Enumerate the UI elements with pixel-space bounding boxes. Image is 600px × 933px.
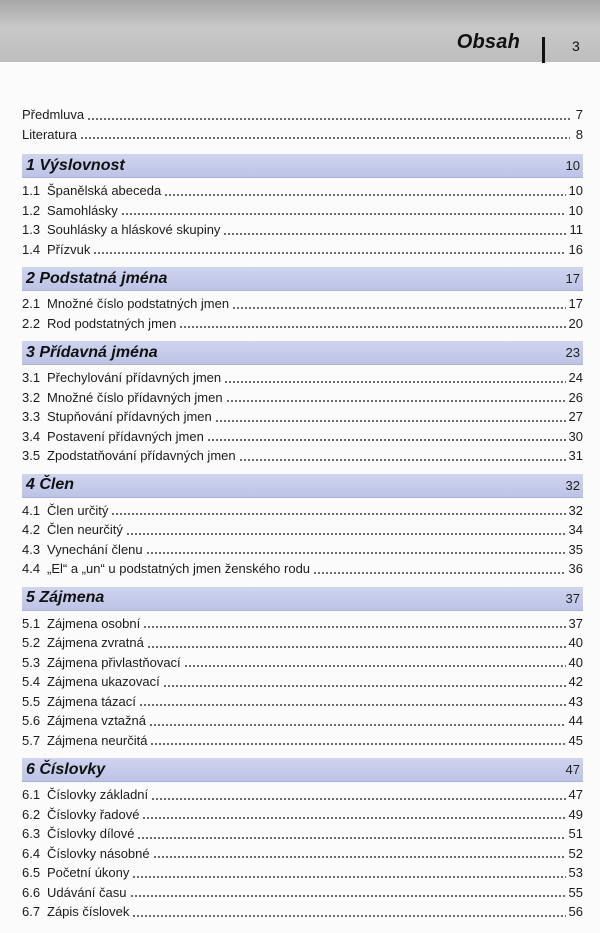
- entry-page: 53: [568, 865, 583, 880]
- toc-entry[interactable]: [22, 824, 583, 844]
- section-number: 5.6: [22, 713, 41, 728]
- chapter-heading[interactable]: [22, 341, 583, 365]
- toc-entry[interactable]: [22, 672, 583, 692]
- entry-page: 55: [568, 884, 583, 900]
- entry-label: Přechylování přídavných jmen: [47, 370, 222, 385]
- toc-entry[interactable]: [22, 633, 583, 653]
- dot-leader: [223, 232, 566, 236]
- section-number: 6.6: [22, 884, 41, 900]
- dot-leader: [132, 914, 565, 918]
- entry-page: 40: [568, 654, 583, 670]
- dot-leader: [143, 625, 565, 629]
- entry-page: 45: [568, 732, 583, 748]
- entry-label: Literatura: [22, 126, 77, 142]
- section-number: 4.1: [22, 502, 41, 518]
- chapter-title: 1 Výslovnost: [26, 156, 125, 174]
- toc-entry[interactable]: [22, 711, 583, 731]
- section-number: 6.5: [22, 865, 41, 880]
- entry-page: 7: [575, 107, 583, 122]
- section-number: 3.1: [22, 370, 41, 385]
- entry-label: Číslovky dílové: [47, 826, 135, 841]
- entry-label: Člen určitý: [47, 502, 109, 518]
- toc-entry[interactable]: [22, 731, 583, 751]
- entry-label: Zájmena osobní: [47, 615, 141, 631]
- section-number: 6.3: [22, 826, 41, 841]
- dot-leader: [207, 438, 566, 442]
- entry-label: Přízvuk: [47, 241, 91, 257]
- section-number: 1.3: [22, 222, 41, 237]
- toc-entry[interactable]: [22, 125, 583, 145]
- chapter-page: 23: [565, 345, 580, 360]
- dot-leader: [232, 306, 565, 310]
- dot-leader: [224, 380, 565, 384]
- section-number: 5.7: [22, 732, 41, 748]
- entry-label: Zájmena vztažná: [47, 713, 146, 728]
- entry-label: Zápis číslovek: [47, 904, 130, 919]
- dot-leader: [139, 703, 566, 707]
- toc-entry[interactable]: [22, 785, 583, 805]
- section-number: 3.5: [22, 448, 41, 463]
- dot-leader: [179, 325, 565, 329]
- entry-page: 8: [575, 126, 583, 142]
- section-number: 4.4: [22, 561, 41, 576]
- dot-leader: [150, 742, 565, 746]
- chapter-heading[interactable]: [22, 154, 583, 178]
- toc-entry[interactable]: [22, 653, 583, 673]
- entry-label: Souhlásky a hláskové skupiny: [47, 222, 221, 237]
- toc-entry[interactable]: [22, 294, 583, 314]
- toc-entry[interactable]: [22, 181, 583, 201]
- entry-label: Stupňování přídavných jmen: [47, 409, 212, 424]
- entry-label: Postavení přídavných jmen: [47, 428, 204, 444]
- section-number: 3.2: [22, 389, 41, 405]
- entry-label: Španělská abeceda: [47, 183, 162, 198]
- entry-label: Rod podstatných jmen: [47, 315, 177, 331]
- dot-leader: [142, 816, 565, 820]
- dot-leader: [184, 664, 566, 668]
- chapter-title: 5 Zájmena: [26, 589, 105, 606]
- entry-label: Zájmena zvratná: [47, 635, 144, 650]
- entry-label: Množné číslo podstatných jmen: [47, 296, 230, 311]
- dot-leader: [151, 797, 565, 801]
- dot-leader: [153, 855, 566, 859]
- entry-label: Číslovky řadové: [47, 806, 140, 822]
- toc-entry[interactable]: [22, 863, 583, 883]
- entry-page: 49: [568, 806, 583, 822]
- dot-leader: [164, 193, 565, 197]
- dot-leader: [146, 551, 566, 555]
- entry-label: Samohlásky: [47, 202, 118, 218]
- toc-entry[interactable]: [22, 520, 583, 540]
- entry-page: 10: [568, 183, 583, 198]
- section-number: 6.4: [22, 845, 41, 861]
- toc-entry[interactable]: [22, 805, 583, 825]
- section-number: 6.7: [22, 904, 41, 919]
- chapter-page: 10: [565, 158, 580, 173]
- toc-entry[interactable]: [22, 844, 583, 864]
- entry-page: 36: [568, 561, 583, 576]
- entry-page: 44: [568, 713, 583, 728]
- toc-entry[interactable]: [22, 446, 583, 466]
- entry-page: 16: [568, 241, 583, 257]
- chapter-page: 32: [565, 477, 580, 493]
- dot-leader: [147, 645, 566, 649]
- toc-entry[interactable]: [22, 614, 583, 634]
- entry-label: Početní úkony: [47, 865, 130, 880]
- entry-label: Zájmena ukazovací: [47, 674, 160, 689]
- page-number: 3: [572, 38, 580, 54]
- chapter-page: 37: [565, 590, 580, 606]
- entry-page: 17: [568, 296, 583, 311]
- entry-page: 27: [568, 409, 583, 424]
- dot-leader: [215, 419, 566, 423]
- entry-label: Zpodstatňování přídavných jmen: [47, 448, 236, 463]
- chapter-heading[interactable]: [22, 474, 583, 498]
- toc-entry[interactable]: [22, 559, 583, 579]
- toc-entry[interactable]: [22, 314, 583, 334]
- chapter-heading[interactable]: [22, 267, 583, 291]
- entry-label: Množné číslo přídavných jmen: [47, 389, 223, 405]
- entry-label: „El“ a „un“ u podstatných jmen ženského rodu: [47, 561, 311, 576]
- entry-label: Číslovky násobné: [47, 845, 150, 861]
- chapter-title: 4 Člen: [26, 476, 75, 493]
- entry-page: 30: [568, 428, 583, 444]
- toc-entry[interactable]: [22, 388, 583, 408]
- section-number: 2.1: [22, 296, 41, 311]
- entry-page: 37: [568, 615, 583, 631]
- toc-entry[interactable]: [22, 427, 583, 447]
- toc-entry[interactable]: [22, 902, 583, 922]
- toc-entry[interactable]: [22, 240, 583, 260]
- toc-entry[interactable]: [22, 201, 583, 221]
- header-divider: [542, 37, 545, 63]
- entry-page: 10: [568, 202, 583, 218]
- dot-leader: [239, 458, 566, 462]
- dot-leader: [132, 875, 565, 879]
- entry-page: 24: [568, 370, 583, 385]
- dot-leader: [87, 117, 570, 121]
- page-title: Obsah: [456, 31, 520, 53]
- section-number: 5.3: [22, 654, 41, 670]
- dot-leader: [80, 136, 570, 140]
- section-number: 1.4: [22, 241, 41, 257]
- section-number: 5.4: [22, 674, 41, 689]
- toc-entry[interactable]: [22, 407, 583, 427]
- entry-page: 26: [568, 389, 583, 405]
- entry-label: Číslovky základní: [47, 787, 149, 802]
- toc-entry[interactable]: [22, 540, 583, 560]
- dot-leader: [226, 399, 566, 403]
- section-number: 5.2: [22, 635, 41, 650]
- toc-entry[interactable]: [22, 105, 583, 125]
- section-number: 1.2: [22, 202, 41, 218]
- entry-page: 56: [568, 904, 583, 919]
- dot-leader: [313, 571, 566, 575]
- chapter-title: 3 Přídavná jména: [26, 343, 158, 361]
- chapter-heading[interactable]: [22, 758, 583, 782]
- entry-page: 31: [568, 448, 583, 463]
- chapter-title: 6 Číslovky: [26, 760, 106, 778]
- entry-page: 42: [568, 674, 583, 689]
- entry-page: 47: [568, 787, 583, 802]
- chapter-page: 17: [565, 271, 580, 286]
- section-number: 3.4: [22, 428, 41, 444]
- dot-leader: [126, 532, 566, 536]
- section-number: 2.2: [22, 315, 41, 331]
- section-number: 3.3: [22, 409, 41, 424]
- toc-entry[interactable]: [22, 501, 583, 521]
- dot-leader: [137, 836, 565, 840]
- dot-leader: [130, 894, 566, 898]
- entry-label: Zájmena neurčitá: [47, 732, 148, 748]
- entry-label: Zájmena přivlastňovací: [47, 654, 181, 670]
- section-number: 1.1: [22, 183, 41, 198]
- entry-label: Udávání času: [47, 884, 127, 900]
- dot-leader: [149, 723, 566, 727]
- dot-leader: [121, 212, 566, 216]
- entry-page: 34: [568, 522, 583, 537]
- toc-entry[interactable]: [22, 368, 583, 388]
- toc-entry[interactable]: [22, 692, 583, 712]
- toc-entry[interactable]: [22, 220, 583, 240]
- section-number: 5.1: [22, 615, 41, 631]
- entry-page: 40: [568, 635, 583, 650]
- dot-leader: [93, 251, 565, 255]
- section-number: 4.2: [22, 522, 41, 537]
- entry-page: 20: [568, 315, 583, 331]
- entry-page: 52: [568, 845, 583, 861]
- dot-leader: [163, 684, 566, 688]
- page-header: [0, 0, 600, 62]
- entry-page: 11: [569, 222, 583, 237]
- entry-label: Zájmena tázací: [47, 693, 136, 709]
- dot-leader: [111, 512, 565, 516]
- section-number: 4.3: [22, 541, 41, 557]
- entry-page: 51: [568, 826, 583, 841]
- chapter-heading[interactable]: [22, 587, 583, 611]
- entry-page: 35: [568, 541, 583, 557]
- chapter-title: 2 Podstatná jména: [26, 269, 168, 287]
- entry-label: Předmluva: [22, 107, 85, 122]
- chapter-page: 47: [565, 762, 580, 777]
- entry-page: 32: [568, 502, 583, 518]
- entry-label: Vynechání členu: [47, 541, 143, 557]
- entry-page: 43: [568, 693, 583, 709]
- table-of-contents: [22, 105, 583, 922]
- section-number: 6.2: [22, 806, 41, 822]
- section-number: 6.1: [22, 787, 41, 802]
- toc-entry[interactable]: [22, 883, 583, 903]
- entry-label: Člen neurčitý: [47, 522, 123, 537]
- section-number: 5.5: [22, 693, 41, 709]
